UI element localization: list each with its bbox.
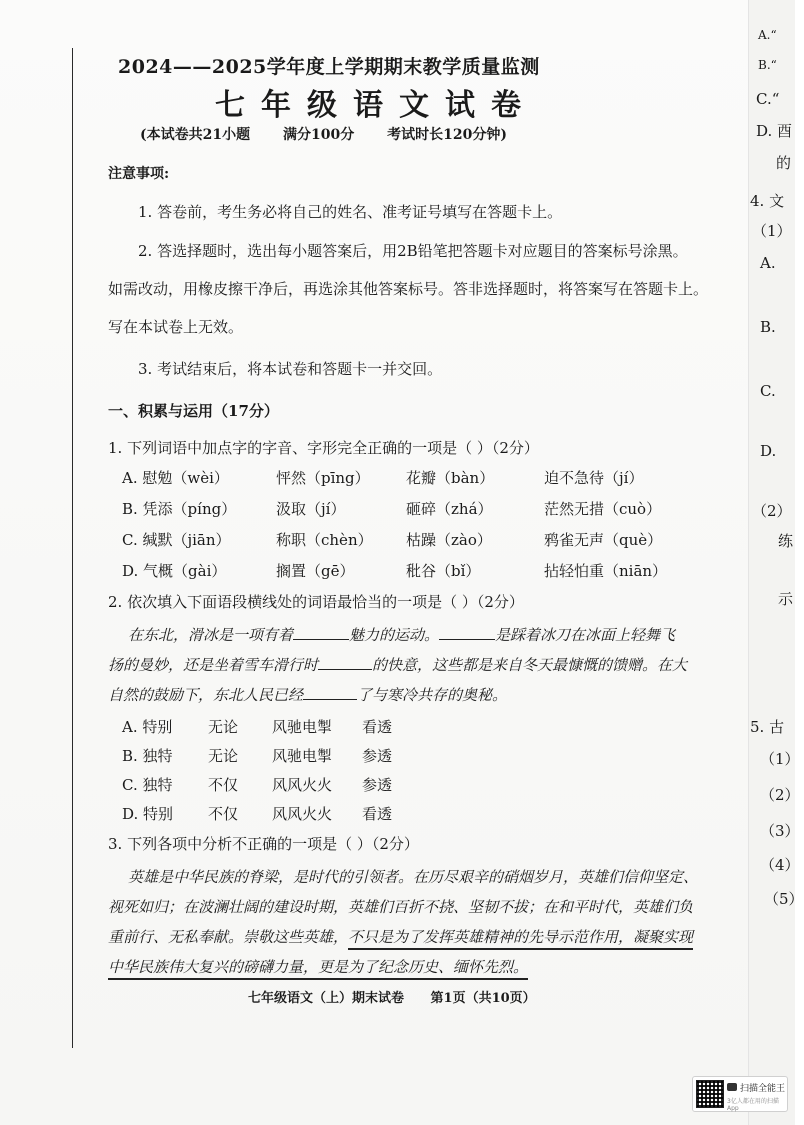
adjacent-page-text: （1）	[752, 222, 792, 240]
option-text: B. 凭添（píng）	[122, 500, 237, 518]
option-text: 枯躁（zào）	[406, 531, 492, 549]
option-text: 鸦雀无声（què）	[544, 531, 663, 549]
blank-line	[303, 685, 357, 700]
exam-info	[140, 124, 535, 144]
scanner-watermark	[692, 1076, 788, 1112]
option-text: 参透	[362, 776, 393, 794]
option-text: 参透	[362, 747, 393, 765]
page-footer	[248, 987, 558, 1006]
notice-item-2: 2. 答选择题时，选出每小题答案后，用2B铅笔把答题卡对应题目的答案标号涂黑。	[138, 242, 688, 260]
passage-text: 重前行、无私奉献。崇敬这些英雄，	[108, 928, 349, 946]
option-text: 茫然无措（cuò）	[544, 500, 662, 518]
passage-text: 是踩着冰刀在冰面上轻舞飞	[495, 626, 676, 644]
blank-line	[439, 625, 495, 640]
adjacent-page-text: （3）	[760, 822, 800, 840]
adjacent-page-text: （5）	[764, 890, 804, 908]
option-text: 不仅	[208, 805, 239, 823]
option-text: 搁置（gē）	[276, 562, 355, 580]
notice-title: 注意事项:	[108, 166, 170, 182]
underlined-text: 不只是为了发挥英雄精神的先导示范作用，凝聚实现	[348, 928, 693, 950]
option-text: 迫不急待（jí）	[544, 469, 644, 487]
option-text: C. 独特	[122, 776, 173, 794]
underlined-text: 中华民族伟大复兴的磅礴力量，更是为了纪念历史、缅怀先烈。	[108, 958, 528, 980]
adjacent-page-text: （2）	[752, 502, 792, 520]
option-text: 秕谷（bǐ）	[406, 562, 481, 580]
passage-text: 的快意，这些都是来自冬天最慷慨的馈赠。在大	[372, 656, 688, 674]
full-score: 满分100分	[282, 127, 355, 143]
adjacent-page-text: C.	[760, 382, 776, 400]
option-text: A. 特别	[122, 718, 173, 736]
adjacent-page-text: （1）	[760, 750, 800, 768]
exam-subject-title: 七年级语文试卷	[215, 88, 537, 123]
section-title: 一、积累与运用（17分）	[108, 402, 279, 420]
question-3-passage-line-1: 英雄是中华民族的脊梁，是时代的引领者。在历尽艰辛的硝烟岁月，英雄们信仰坚定、	[128, 868, 699, 886]
option-text: 无论	[208, 747, 239, 765]
option-text: 不仅	[208, 776, 239, 794]
exam-duration: 考试时长120分钟)	[387, 127, 507, 143]
qr-code-icon	[696, 1080, 724, 1108]
option-text: 砸碎（zhá）	[406, 500, 493, 518]
page-number: 第1页（共10页）	[430, 991, 536, 1006]
question-2-stem: 2. 依次填入下面语段横线处的词语最恰当的一项是（ ）（2分）	[108, 593, 524, 611]
option-text: 看透	[362, 805, 393, 823]
adjacent-page-text: D.	[760, 442, 777, 460]
notice-item-1: 1. 答卷前，考生务必将自己的姓名、准考证号填写在答题卡上。	[138, 203, 563, 221]
footer-title: 七年级语文（上）期末试卷	[248, 991, 405, 1006]
question-3-passage-line-3	[108, 926, 693, 947]
adjacent-page-text: 5. 古	[750, 718, 785, 736]
option-text: 称职（chèn）	[276, 531, 373, 549]
notice-item-2-cont: 如需改动，用橡皮擦干净后，再选涂其他答案标号。答非选择题时，将答案写在答题卡上。	[108, 280, 709, 298]
passage-text: 在东北，滑冰是一项有着	[128, 626, 294, 644]
option-text: D. 特别	[122, 805, 174, 823]
exam-term-title: 2024——2025学年度上学期期末教学质量监测	[118, 56, 540, 78]
question-2-passage-line-3	[108, 684, 507, 705]
option-text: 怦然（pīng）	[276, 469, 370, 487]
option-text: D. 气概（gài）	[122, 562, 227, 580]
adjacent-page-text: 的	[776, 154, 792, 172]
adjacent-page-text: （4）	[760, 856, 800, 874]
passage-text: 了与寒冷共存的奥秘。	[357, 686, 508, 704]
option-text: B. 独特	[122, 747, 173, 765]
question-2-passage-line-2	[108, 654, 687, 675]
notice-item-3: 3. 考试结束后，将本试卷和答题卡一并交回。	[138, 360, 443, 378]
blank-line	[293, 625, 349, 640]
option-text: 风驰电掣	[272, 747, 333, 765]
question-2-passage-line-1	[128, 624, 675, 645]
option-text: 风风火火	[272, 776, 333, 794]
adjacent-page-text: C.“	[756, 90, 780, 108]
adjacent-page-text: （2）	[760, 786, 800, 804]
adjacent-page-text: A.“	[758, 28, 777, 42]
adjacent-page-text: B.	[760, 318, 776, 336]
option-text: 风驰电掣	[272, 718, 333, 736]
question-3-passage-line-2: 视死如归；在波澜壮阔的建设时期，英雄们百折不挠、坚韧不拔；在和平时代，英雄们负	[108, 898, 694, 916]
blank-line	[318, 655, 372, 670]
option-text: C. 缄默（jiān）	[122, 531, 231, 549]
binding-margin-line	[72, 48, 73, 1048]
question-1-stem: 1. 下列词语中加点字的字音、字形完全正确的一项是（ ）（2分）	[108, 439, 539, 457]
question-3-passage-line-4	[108, 956, 528, 977]
question-3-stem: 3. 下列各项中分析不正确的一项是（ ）（2分）	[108, 835, 419, 853]
passage-text: 自然的鼓励下，东北人民已经	[108, 686, 304, 704]
option-text: 看透	[362, 718, 393, 736]
notice-item-2-cont2: 写在本试卷上无效。	[108, 318, 244, 336]
passage-text: 扬的曼妙，还是坐着雪车滑行时	[108, 656, 319, 674]
adjacent-page-text: 练	[778, 532, 794, 550]
scanner-name: 扫描全能王	[740, 1084, 786, 1094]
adjacent-page-text: 示	[778, 590, 794, 608]
option-text: 风风火火	[272, 805, 333, 823]
option-text: 汲取（jí）	[276, 500, 346, 518]
passage-text: 魅力的运动。	[349, 626, 440, 644]
option-text: A. 慰勉（wèi）	[122, 469, 229, 487]
adjacent-page-text: A.	[760, 254, 776, 272]
scanner-logo-icon	[727, 1083, 737, 1091]
option-text: 拈轻怕重（niān）	[544, 562, 668, 580]
option-text: 无论	[208, 718, 239, 736]
question-count: (本试卷共21小题	[140, 127, 251, 143]
option-text: 花瓣（bàn）	[406, 469, 495, 487]
adjacent-page-text: D. 酉	[756, 122, 793, 140]
adjacent-page-text: B.“	[758, 58, 777, 72]
adjacent-page-text: 4. 文	[750, 192, 785, 210]
scanner-subtitle: 3亿人都在用的扫描App	[727, 1098, 779, 1112]
